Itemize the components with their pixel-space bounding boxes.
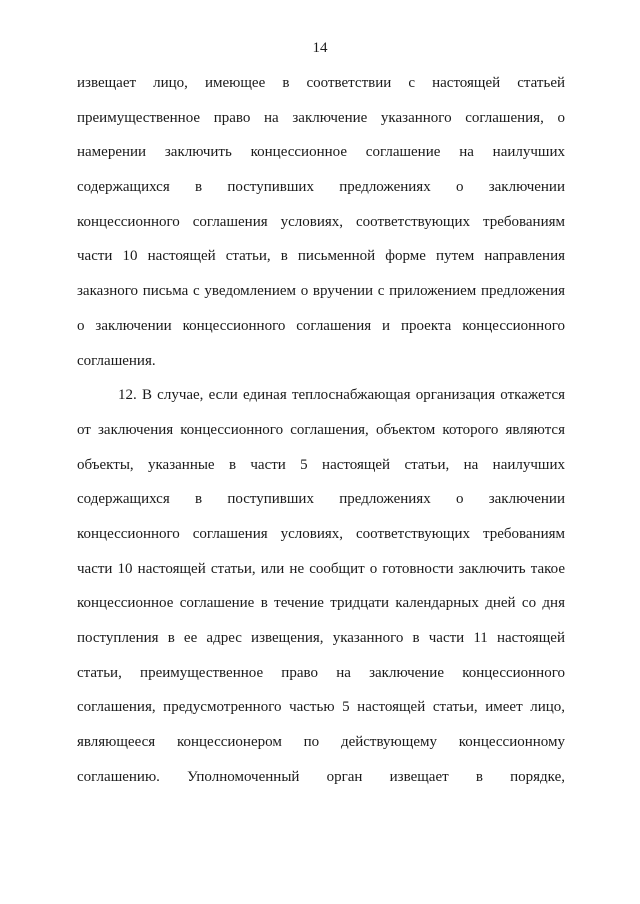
text-line: заказного письма с уведомлением о вручении с приложением предложения bbox=[77, 283, 565, 300]
text-line: содержащихся в поступивших предложениях о заключении bbox=[77, 491, 565, 508]
text-line: части 10 настоящей статьи, или не сообщит о готовности заключить такое bbox=[77, 560, 565, 577]
text-line: соглашения, предусмотренного частью 5 настоящей статьи, имеет лицо, bbox=[77, 699, 565, 716]
text-line: концессионного соглашения условиях, соответствующих требованиям bbox=[77, 525, 565, 542]
text-line: концессионное соглашение в течение тридцати календарных дней со дня bbox=[77, 595, 565, 612]
text-line: содержащихся в поступивших предложениях о заключении bbox=[77, 179, 565, 196]
text-line: соглашения. bbox=[77, 352, 156, 369]
text-line: извещает лицо, имеющее в соответствии с настоящей статьей bbox=[77, 75, 565, 91]
text-line: концессионного соглашения условиях, соответствующих требованиям bbox=[77, 213, 565, 230]
text-line: части 10 настоящей статьи, в письменной форме путем направления bbox=[77, 248, 565, 265]
text-line: соглашению. Уполномоченный орган извещает в порядке, bbox=[77, 768, 565, 785]
text-line: поступления в ее адрес извещения, указанного в части 11 настоящей bbox=[77, 630, 565, 646]
text-line: намерении заключить концессионное соглашение на наилучших bbox=[77, 144, 565, 161]
paragraph-item-12 bbox=[77, 378, 565, 794]
text-line: 12. В случае, если единая теплоснабжающая организация откажется bbox=[118, 387, 565, 404]
text-line: о заключении концессионного соглашения и проекта концессионного bbox=[77, 317, 565, 334]
text-line: преимущественное право на заключение указанного соглашения, о bbox=[77, 109, 565, 126]
text-line: объекты, указанные в части 5 настоящей статьи, на наилучших bbox=[77, 456, 565, 473]
page-number: 14 bbox=[312, 40, 328, 56]
document-body bbox=[77, 66, 565, 794]
text-line: являющееся концессионером по действующему концессионному bbox=[77, 734, 565, 751]
paragraph-continuation bbox=[77, 66, 565, 378]
text-line: от заключения концессионного соглашения, объектом которого являются bbox=[77, 421, 565, 438]
text-line: статьи, преимущественное право на заключение концессионного bbox=[77, 664, 565, 681]
